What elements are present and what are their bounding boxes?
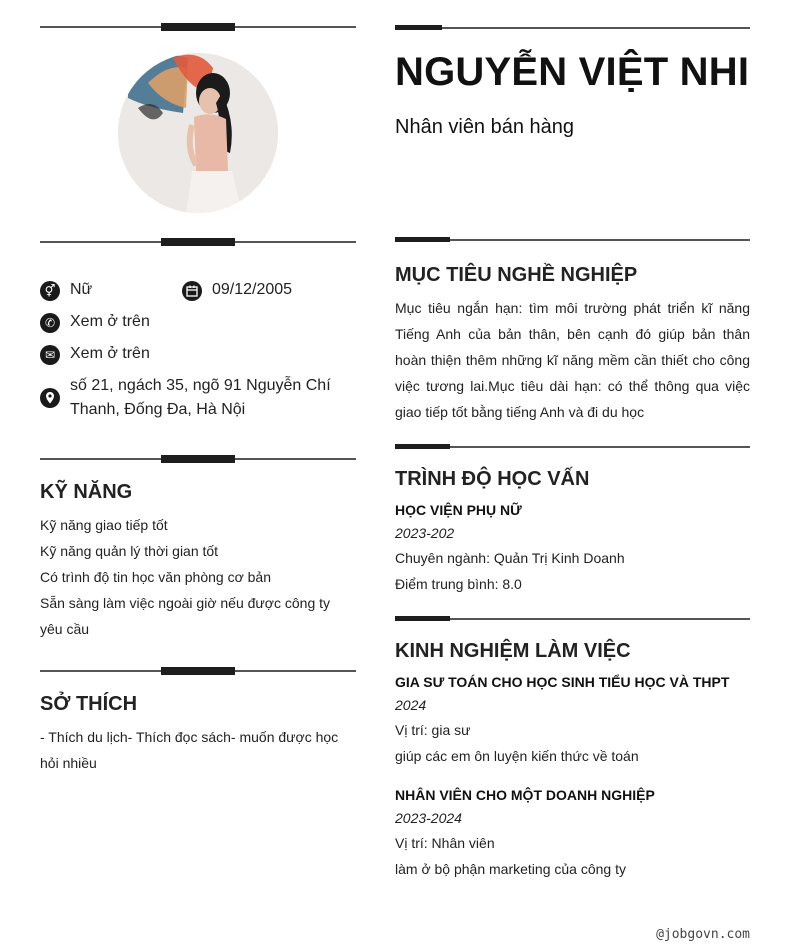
education-title: TRÌNH ĐỘ HỌC VẤN (395, 468, 590, 490)
divider-hobbies (40, 667, 356, 675)
education-period: 2023-202 (395, 525, 455, 541)
candidate-role: Nhân viên bán hàng (395, 116, 575, 138)
skills-title: KỸ NĂNG (40, 481, 133, 503)
divider-top-left (40, 23, 356, 31)
address-text: số 21, ngách 35, ngõ 91 Nguyễn Chí Thanh, Đống Đa, Hà Nội (70, 377, 331, 418)
birthday-text: 09/12/2005 (212, 281, 293, 298)
hobbies-title: SỞ THÍCH (40, 693, 138, 715)
job-description: làm ở bộ phận marketing của công ty (395, 861, 626, 877)
candidate-name: NGUYỄN VIỆT NHI (395, 50, 750, 94)
watermark: @jobgovn.com (656, 927, 750, 942)
education-gpa: Điểm trung bình: 8.0 (395, 576, 522, 592)
profile-photo (118, 53, 278, 213)
skill-item: Có trình độ tin học văn phòng cơ bản (40, 569, 271, 585)
job-title: GIA SƯ TOÁN CHO HỌC SINH TIỂU HỌC VÀ THPT (395, 674, 730, 690)
divider-education (395, 444, 750, 450)
phone-text: Xem ở trên (70, 313, 150, 330)
divider-under-photo (40, 238, 356, 246)
gender-icon: ⚥ (40, 281, 60, 301)
skill-item: Kỹ năng giao tiếp tốt (40, 517, 168, 533)
job-title: NHÂN VIÊN CHO MỘT DOANH NGHIỆP (395, 787, 655, 803)
job-position: Vị trí: Nhân viên (395, 835, 495, 851)
skill-item: Kỹ năng quản lý thời gian tốt (40, 543, 219, 559)
gender-text: Nữ (70, 281, 93, 298)
phone-icon: ✆ (40, 313, 60, 333)
hobbies-text: - Thích du lịch- Thích đọc sách- muốn được học hỏi nhiều (40, 729, 339, 771)
school-name: HỌC VIỆN PHỤ NỮ (395, 502, 522, 518)
calendar-icon (182, 281, 202, 301)
divider-top-right (395, 25, 750, 31)
skill-item: Sẵn sàng làm việc ngoài giờ nếu được công ty yêu cầu (40, 595, 331, 637)
job-description: giúp các em ôn luyện kiến thức về toán (395, 748, 639, 764)
job-period: 2023-2024 (395, 810, 462, 826)
job-position: Vị trí: gia sư (395, 722, 471, 738)
location-icon (40, 388, 60, 408)
objective-text: Mục tiêu ngắn hạn: tìm môi trường phát triển kĩ năng Tiếng Anh của bản thân, bên cạnh đó giúp bản thân hoàn thiện thêm những kĩ năng mềm cần thiết cho công việc tương lai.Mục tiêu dài hạn: có thể thông qua việc giao tiếp tốt bằng tiếng Anh và đi du học (395, 300, 750, 420)
divider-skills (40, 455, 356, 463)
experience-title: KINH NGHIỆM LÀM VIỆC (395, 640, 631, 662)
divider-objective (395, 237, 750, 243)
divider-experience (395, 616, 750, 622)
objective-title: MỤC TIÊU NGHỀ NGHIỆP (395, 264, 638, 286)
job-period: 2024 (395, 697, 427, 713)
email-icon: ✉ (40, 345, 60, 365)
email-text: Xem ở trên (70, 345, 150, 362)
education-major: Chuyên ngành: Quản Trị Kinh Doanh (395, 550, 625, 566)
skills-list (40, 512, 356, 642)
